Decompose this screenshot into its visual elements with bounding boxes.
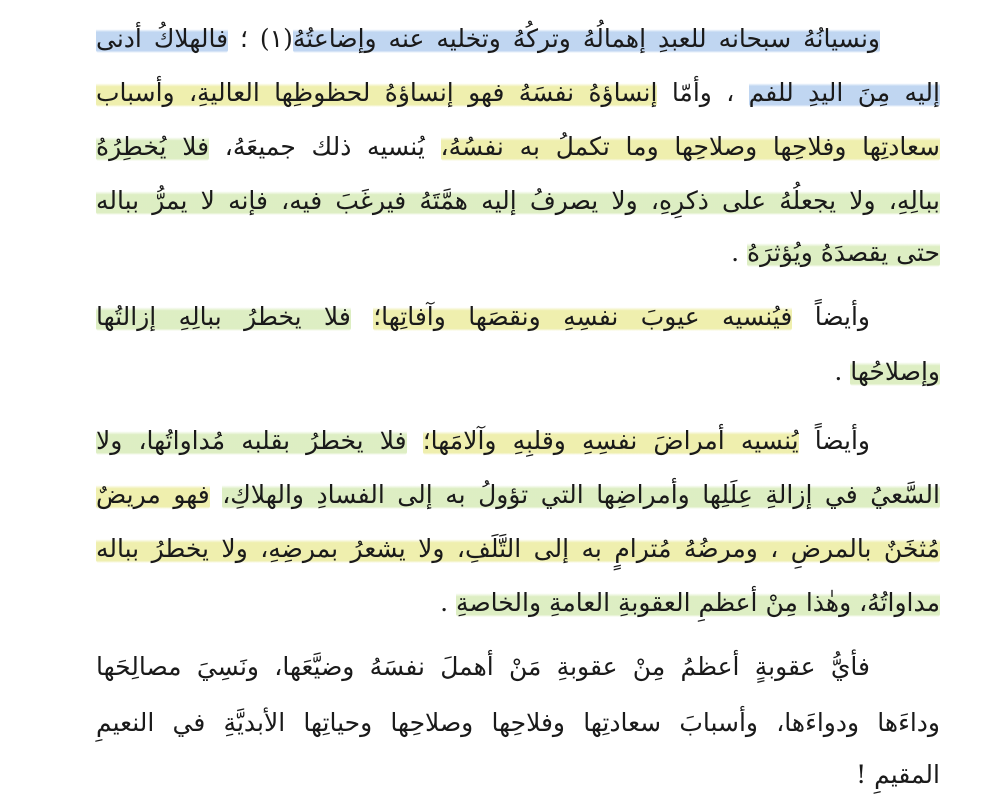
highlighted-text: فيُنسيه عيوبَ نفسِهِ ونقصَها وآفاتِها؛	[373, 302, 793, 331]
text-run	[351, 302, 373, 331]
highlighted-text: حتى يقصدَهُ ويُؤثرَهُ	[746, 238, 940, 267]
highlighted-text: إنساؤهُ نفسَهُ فهو إنساؤهُ لحظوظِها العاليةِ، وأسباب	[95, 78, 658, 107]
text-run: .	[731, 238, 747, 267]
text-line	[96, 130, 940, 166]
text-run: .	[440, 588, 457, 617]
text-line	[856, 758, 940, 794]
highlighted-text: إليه مِنَ اليدِ للفم	[748, 78, 940, 107]
text-line	[96, 706, 940, 742]
text-line	[96, 424, 870, 460]
highlighted-text: مداواتُهُ، وهٰذا مِنْ أعظمِ العقوبةِ العامةِ والخاصةِ	[456, 588, 940, 617]
text-run	[407, 426, 423, 455]
text-line	[96, 478, 940, 514]
text-run: المقيمِ !	[856, 760, 940, 789]
text-line	[440, 586, 940, 622]
text-line	[96, 300, 870, 336]
text-run: (١) ؛	[228, 24, 293, 53]
text-line	[731, 236, 940, 272]
highlighted-text: فهو مريضٌ	[96, 480, 210, 509]
highlighted-text: فلا يخطرُ ببالِهِ إزالتُها	[95, 302, 351, 331]
highlighted-text: فلا يُخطِرُهُ	[96, 132, 210, 161]
text-line	[96, 532, 940, 568]
text-run: وأيضاً	[798, 426, 870, 455]
text-line	[96, 76, 940, 112]
text-run: فأيُّ عقوبةٍ أعظمُ مِنْ عقوبةِ مَنْ أهملَ نفسَهُ وضيَّعَها، ونَسِيَ مصالِحَها	[95, 652, 870, 681]
text-line	[96, 650, 870, 686]
text-run: وأيضاً	[792, 302, 870, 331]
text-line	[834, 355, 940, 391]
text-run: وداءَها ودواءَها، وأسبابَ سعادتِها وفلاحِها وصلاحِها وحياتِها الأبديَّةِ في النعيمِ	[95, 708, 940, 737]
highlighted-text: يُنسيه أمراضَ نفسِهِ وقلبِهِ وآلامَها؛	[422, 426, 799, 455]
highlighted-text: ببالِهِ، ولا يجعلُهُ على ذكرِهِ، ولا يصرفُ إليه همَّتَهُ فيرغَبَ فيه، فإنه لا يمرُّ بباله	[95, 186, 940, 215]
text-line	[96, 22, 880, 58]
highlighted-text: سعادتِها وفلاحِها وصلاحِها وما تكملُ به نفسُهُ،	[440, 132, 940, 161]
highlighted-text: فلا يخطرُ بقلبه مُداواتُها، ولا	[96, 426, 407, 455]
highlighted-text: وإصلاحُها	[850, 357, 940, 386]
highlighted-text: ونسيانُهُ سبحانه للعبدِ إهمالُهُ وتركُهُ وتخليه عنه وإضاعتُهُ	[292, 24, 880, 53]
text-run	[210, 480, 223, 509]
highlighted-text: مُثخَنٌ بالمرضِ ، ومرضُهُ مُترامٍ به إلى التَّلَفِ، ولا يشعرُ بمرضِهِ، ولا يخطرُ بباله	[96, 534, 940, 563]
highlighted-text: فالهلاكُ أدنى	[95, 24, 229, 53]
text-run: ، وأمّا	[657, 78, 749, 107]
text-line	[96, 184, 940, 220]
highlighted-text: السَّعيُ في إزالةِ عِلَلِها وأمراضِها التي تؤولُ به إلى الفسادِ والهلاكِ،	[222, 480, 940, 509]
text-run: .	[834, 357, 851, 386]
text-run: يُنسيه ذلك جميعَهُ،	[209, 132, 441, 161]
